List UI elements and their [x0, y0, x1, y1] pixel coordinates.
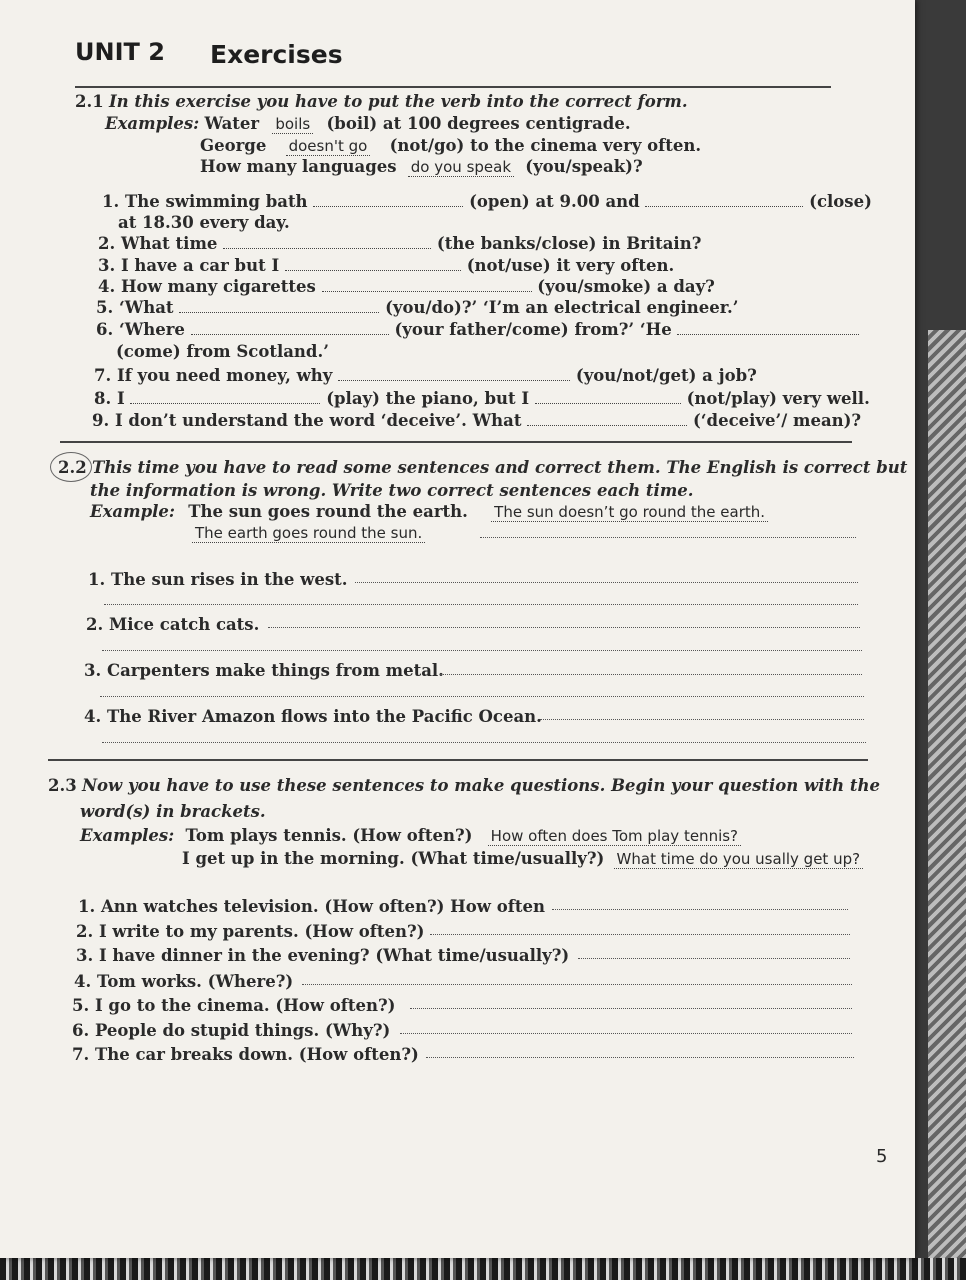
example-text: (you/speak)?: [525, 157, 643, 176]
ex22-instruction-1: [58, 458, 907, 478]
example-text: (not/go) to the cinema very often.: [389, 136, 702, 155]
ex21-instruction-text: In this exercise you have to put the verb into the correct form.: [108, 92, 688, 111]
ex22-number: 2.2: [58, 458, 87, 477]
answer-blank[interactable]: [322, 277, 532, 292]
ex23-example-1: [80, 826, 741, 846]
answer-blank[interactable]: [179, 298, 379, 313]
header-rule: [75, 86, 831, 88]
ex22-item-4: 4. The River Amazon flows into the Pacific Ocean.: [84, 707, 542, 726]
item-text: 3. I have a car but I: [98, 256, 280, 275]
item-text: 9. I don’t understand the word ‘deceive’. What: [92, 411, 522, 430]
ex23-example-1-sentence: Tom plays tennis. (How often?): [185, 826, 473, 845]
answer-line[interactable]: [440, 674, 862, 675]
ex22-example-label: Example:: [90, 502, 175, 521]
ex23-item-3: 3. I have dinner in the evening? (What time/usually?): [76, 946, 570, 965]
ex23-instruction-2: word(s) in brackets.: [80, 802, 266, 821]
item-text: 1. The swimming bath: [102, 192, 308, 211]
answer-line[interactable]: [552, 909, 848, 910]
ex21-item-6-cont: (come) from Scotland.’: [116, 342, 329, 361]
answer-line[interactable]: [302, 984, 852, 985]
ex21-instruction: [75, 92, 688, 112]
answer-blank[interactable]: [191, 320, 389, 335]
ex23-example-2-answer: What time do you usally get up?: [614, 850, 864, 869]
item-text: 5. ‘What: [96, 298, 174, 317]
ex22-item-2: 2. Mice catch cats.: [86, 615, 260, 634]
ex22-item-3: 3. Carpenters make things from metal.: [84, 661, 444, 680]
answer-blank[interactable]: [130, 389, 320, 404]
answer-line[interactable]: [410, 1008, 852, 1009]
answer-blank[interactable]: [313, 192, 463, 207]
answer-line: [480, 537, 856, 538]
item-text: (the banks/close) in Britain?: [436, 234, 702, 253]
item-text: (you/smoke) a day?: [537, 277, 715, 296]
ex23-item-4: 4. Tom works. (Where?): [74, 972, 294, 991]
ex22-example-line-2: [192, 523, 425, 543]
ex23-number: 2.3: [48, 776, 77, 795]
answer-line[interactable]: [578, 958, 850, 959]
ex23-example-1-answer: How often does Tom play tennis?: [488, 827, 741, 846]
example-answer: doesn't go: [286, 137, 371, 156]
ex23-instruction-1: [48, 776, 880, 796]
item-text: (play) the piano, but I: [326, 389, 530, 408]
ex22-example: [90, 502, 768, 522]
ex21-example-1: [105, 114, 631, 134]
answer-line[interactable]: [540, 719, 864, 720]
ex23-item-2: 2. I write to my parents. (How often?): [76, 922, 425, 941]
answer-blank[interactable]: [338, 366, 570, 381]
ex23-item-7: 7. The car breaks down. (How often?): [72, 1045, 419, 1064]
item-text: (your father/come) from?’ ‘He: [394, 320, 672, 339]
ex22-instruction-2: the information is wrong. Write two correct sentences each time.: [90, 481, 694, 500]
page-title: Exercises: [210, 40, 343, 69]
ex21-item-1-cont: at 18.30 every day.: [118, 213, 290, 232]
answer-blank[interactable]: [677, 320, 859, 335]
ex21-rule: [60, 441, 852, 443]
ex23-example-2: [182, 849, 863, 869]
ex21-item-5: [96, 298, 738, 318]
background-table-edge: [0, 1258, 966, 1280]
answer-blank[interactable]: [223, 234, 431, 249]
example-text: (boil) at 100 degrees centigrade.: [326, 114, 631, 133]
item-text: 8. I: [94, 389, 125, 408]
ex21-example-2: [200, 136, 701, 156]
item-text: (not/play) very well.: [686, 389, 870, 408]
ex23-item-6: 6. People do stupid things. (Why?): [72, 1021, 391, 1040]
unit-label: UNIT 2: [75, 38, 165, 66]
answer-blank[interactable]: [527, 411, 687, 426]
item-text: (close): [809, 192, 872, 211]
ex23-example-2-sentence: I get up in the morning. (What time/usually?): [182, 849, 605, 868]
ex23-instruction-text: Now you have to use these sentences to make questions. Begin your question with the: [81, 776, 880, 795]
item-text: 6. ‘Where: [96, 320, 185, 339]
ex21-item-7: [94, 366, 757, 386]
answer-line[interactable]: [430, 934, 850, 935]
example-text: George: [200, 136, 267, 155]
answer-line[interactable]: [102, 650, 862, 651]
ex21-item-1: [102, 192, 872, 212]
ex21-item-6: [96, 320, 859, 340]
answer-line[interactable]: [268, 627, 860, 628]
answer-blank[interactable]: [645, 192, 803, 207]
ex22-item-1: 1. The sun rises in the west.: [88, 570, 348, 589]
item-text: (open) at 9.00 and: [469, 192, 640, 211]
page-number: 5: [876, 1146, 888, 1167]
example-text: How many languages: [200, 157, 397, 176]
ex21-number: 2.1: [75, 92, 104, 111]
answer-line[interactable]: [355, 582, 858, 583]
answer-line[interactable]: [104, 604, 858, 605]
ex23-item-1: 1. Ann watches television. (How often?) How often: [78, 897, 545, 916]
example-answer: do you speak: [408, 158, 514, 177]
item-text: 7. If you need money, why: [94, 366, 333, 385]
ex23-item-5: 5. I go to the cinema. (How often?): [72, 996, 396, 1015]
ex21-examples-label: Examples:: [105, 114, 200, 133]
item-text: (you/not/get) a job?: [575, 366, 757, 385]
ex21-item-3: [98, 256, 674, 276]
ex22-instruction-text: This time you have to read some sentences and correct them. The English is correct but: [91, 458, 908, 477]
ex21-item-8: [94, 389, 870, 409]
ex21-item-4: [98, 277, 715, 297]
answer-blank[interactable]: [535, 389, 681, 404]
ex21-item-9: [92, 411, 861, 431]
answer-line[interactable]: [426, 1057, 854, 1058]
item-text: 4. How many cigarettes: [98, 277, 316, 296]
ex21-item-2: [98, 234, 701, 254]
item-text: (not/use) it very often.: [466, 256, 675, 275]
ex23-examples-label: Examples:: [80, 826, 175, 845]
answer-line[interactable]: [102, 742, 866, 743]
answer-line[interactable]: [100, 696, 864, 697]
ex22-example-sentence: The sun goes round the earth.: [188, 502, 468, 521]
answer-line[interactable]: [400, 1033, 852, 1034]
background-rack: [928, 330, 966, 1280]
example-text: Water: [204, 114, 260, 133]
item-text: 2. What time: [98, 234, 218, 253]
ex21-example-3: [200, 157, 643, 177]
item-text: (you/do)?’ ‘I’m an electrical engineer.’: [385, 298, 739, 317]
ex22-example-answer-1: The sun doesn’t go round the earth.: [491, 503, 768, 522]
answer-blank[interactable]: [285, 256, 461, 271]
ex22-rule: [48, 759, 868, 761]
ex22-example-answer-2: The earth goes round the sun.: [192, 524, 425, 543]
example-answer: boils: [272, 115, 313, 134]
item-text: (‘deceive’/ mean)?: [692, 411, 862, 430]
